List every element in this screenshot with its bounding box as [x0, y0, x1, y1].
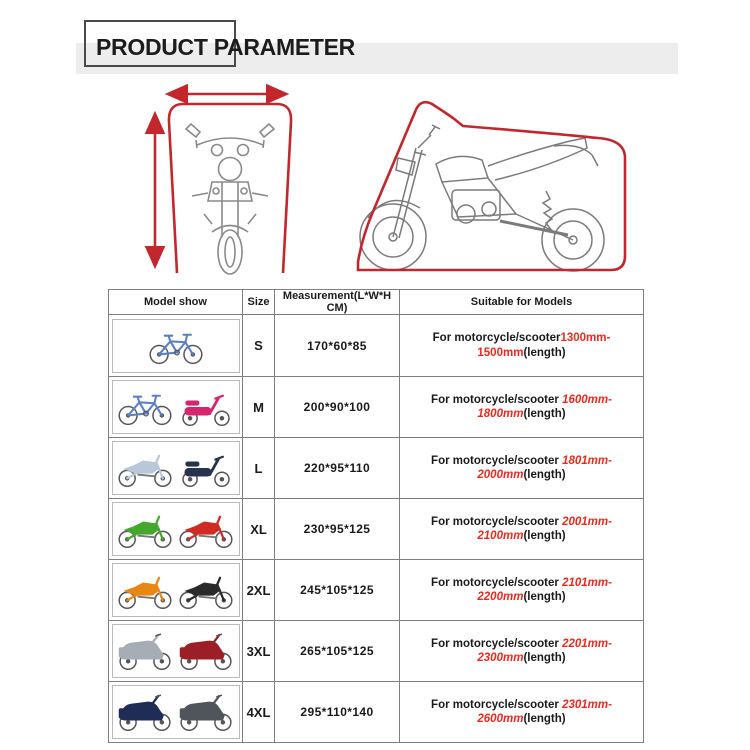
model-show-cell: [109, 560, 243, 621]
suitable-cell: [400, 682, 644, 743]
touring-icon: [115, 691, 175, 733]
model-image-box: [112, 502, 240, 556]
suitable-cell: [400, 438, 644, 499]
motorcycle-icon: [115, 569, 175, 611]
motorcycle-side-view-art: [360, 125, 604, 271]
size-cell: 3XL: [243, 621, 275, 682]
size-cell: L: [243, 438, 275, 499]
model-show-cell: [109, 377, 243, 438]
table-row: [109, 621, 644, 682]
suitable-text: For motorcycle/scooter: [431, 637, 563, 650]
length-range: 2001mm-2100mm: [477, 515, 612, 542]
model-image-box: [112, 624, 240, 678]
length-suffix: (length): [523, 530, 566, 542]
length-suffix: (length): [523, 713, 566, 725]
motorcycle-icon: [176, 508, 236, 550]
scooter-icon: [176, 447, 236, 489]
model-image-box: [112, 563, 240, 617]
suitable-text: For motorcycle/scooter: [431, 454, 563, 467]
cover-outline-side: [358, 102, 625, 270]
page-title: PRODUCT PARAMETER: [96, 34, 355, 60]
suitable-text: For motorcycle/scooter: [431, 515, 563, 528]
length-suffix: (length): [523, 469, 566, 481]
suitable-cell: [400, 560, 644, 621]
model-show-cell: [109, 682, 243, 743]
bicycle-icon: [115, 386, 175, 428]
touring-icon: [176, 630, 236, 672]
suitable-cell: [400, 621, 644, 682]
table-row: [109, 499, 644, 560]
model-show-cell: [109, 315, 243, 377]
size-cell: S: [243, 315, 275, 377]
model-show-cell: [109, 621, 243, 682]
length-suffix: (length): [523, 408, 566, 420]
suitable-text: For motorcycle/scooter: [432, 332, 561, 345]
bicycle-icon: [146, 325, 206, 367]
length-suffix: (length): [523, 652, 566, 664]
suitable-text: For motorcycle/scooter: [431, 698, 563, 711]
length-suffix: (length): [523, 346, 566, 359]
model-image-box: [112, 685, 240, 739]
measurement-cell: 295*110*140: [275, 682, 400, 743]
measurement-cell: 220*95*110: [275, 438, 400, 499]
cover-front-view-diagram: [100, 74, 320, 286]
suitable-text: For motorcycle/scooter: [431, 576, 563, 589]
scooter-icon: [176, 386, 236, 428]
cover-side-view-diagram: [340, 86, 650, 286]
measurement-cell: 245*105*125: [275, 560, 400, 621]
touring-icon: [176, 691, 236, 733]
length-range: 2301mm-2600mm: [477, 698, 612, 725]
table-header-row: [109, 290, 644, 315]
header-size: Size: [243, 290, 275, 315]
model-show-cell: [109, 499, 243, 560]
size-cell: 2XL: [243, 560, 275, 621]
length-range: 1801mm-2000mm: [477, 454, 612, 481]
model-image-box: [112, 319, 240, 373]
length-suffix: (length): [523, 591, 566, 603]
measurement-cell: 170*60*85: [275, 315, 400, 377]
suitable-cell: [400, 315, 644, 377]
suitable-cell: [400, 499, 644, 560]
length-range: 2201mm-2300mm: [477, 637, 612, 664]
measurement-cell: 265*105*125: [275, 621, 400, 682]
measurement-cell: 200*90*100: [275, 377, 400, 438]
length-range: 1600mm-1800mm: [477, 393, 612, 420]
measurement-cell: 230*95*125: [275, 499, 400, 560]
length-range: 1300mm-1500mm: [477, 332, 611, 359]
header-suitable: Suitable for Models: [400, 290, 644, 315]
table-row: [109, 682, 644, 743]
table-row: [109, 560, 644, 621]
motorcycle-front-view-art: [186, 124, 274, 274]
header-measurement: Measurement(L*W*H CM): [275, 290, 400, 315]
table-row: [109, 377, 644, 438]
size-cell: XL: [243, 499, 275, 560]
header-model-show: Model show: [109, 290, 243, 315]
model-image-box: [112, 380, 240, 434]
motorcycle-icon: [115, 447, 175, 489]
touring-icon: [115, 630, 175, 672]
length-range: 2101mm-2200mm: [477, 576, 612, 603]
table-row: [109, 438, 644, 499]
size-cell: M: [243, 377, 275, 438]
size-spec-table: [108, 289, 644, 743]
table-row: [109, 315, 644, 377]
size-cell: 4XL: [243, 682, 275, 743]
model-show-cell: [109, 438, 243, 499]
motorcycle-icon: [115, 508, 175, 550]
motorcycle-icon: [176, 569, 236, 611]
model-image-box: [112, 441, 240, 495]
suitable-text: For motorcycle/scooter: [431, 393, 563, 406]
suitable-cell: [400, 377, 644, 438]
